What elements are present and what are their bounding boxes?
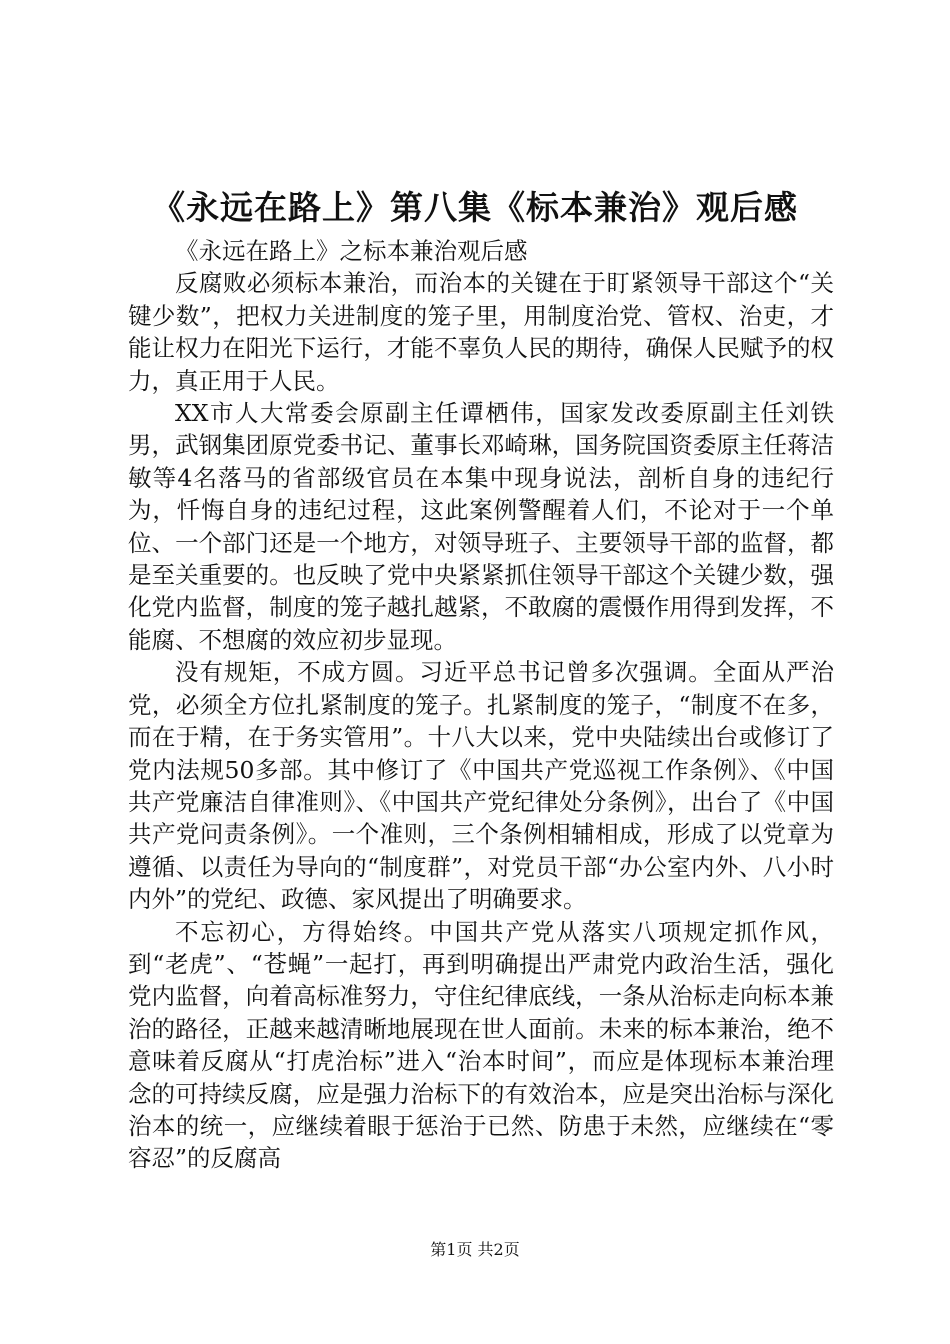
paragraph: 不忘初心，方得始终。中国共产党从落实八项规定抓作风，到“老虎”、“苍蝇”一起打，再到明确提出严肃党内政治生活，强化党内监督，向着高标准努力，守住纪律底线，一条从治标走向标本兼治的路径，正越来越清晰地展现在世人面前。未来的标本兼治，绝不意味着反腐从“打虎治标”进入“治本时间”，而应是体现标本兼治理念的可持续反腐，应是强力治标下的有效治本，应是突出治标与深化治本的统一，应继续着眼于惩治于已然、防患于未然，应继续在“零容忍”的反腐高 [128, 917, 834, 1173]
paragraph: 没有规矩，不成方圆。习近平总书记曾多次强调。全面从严治党，必须全方位扎紧制度的笼子。扎紧制度的笼子，“制度不在多，而在于精，在于务实管用”。十八大以来，党中央陆续出台或修订了党内法规50多部。其中修订了《中国共产党巡视工作条例》、《中国共产党廉洁自律准则》、《中国共产党纪律处分条例》，出台了《中国共产党问责条例》。一个准则，三个条例相辅相成，形成了以党章为遵循、以责任为导向的“制度群”，对党员干部“办公室内外、八小时内外”的党纪、政德、家风提出了明确要求。 [128, 658, 834, 914]
paragraph: XX市人大常委会原副主任谭栖伟，国家发改委原副主任刘铁男，武钢集团原党委书记、董事长邓崎琳，国务院国资委原主任蒋洁敏等4名落马的省部级官员在本集中现身说法，剖析自身的违纪行为，忏悔自身的违纪过程，这此案例警醒着人们，不论对于一个单位、一个部门还是一个地方，对领导班子、主要领导干部的监督，都是至关重要的。也反映了党中央紧紧抓住领导干部这个关键少数，强化党内监督，制度的笼子越扎越紧，不敢腐的震慑作用得到发挥，不能腐、不想腐的效应初步显现。 [128, 399, 834, 654]
paragraph: 反腐败必须标本兼治，而治本的关键在于盯紧领导干部这个“关键少数”，把权力关进制度的笼子里，用制度治党、管权、治吏，才能让权力在阳光下运行，才能不辜负人民的期待，确保人民赋予的权力，真正用于人民。 [128, 269, 834, 395]
document-title: 《永远在路上》第八集《标本兼治》观后感 [152, 188, 798, 227]
document-body [128, 235, 834, 1175]
document-subtitle: 《永远在路上》之标本兼治观后感 [175, 237, 528, 265]
page-number-footer: 第1页 共2页 [430, 1240, 520, 1259]
